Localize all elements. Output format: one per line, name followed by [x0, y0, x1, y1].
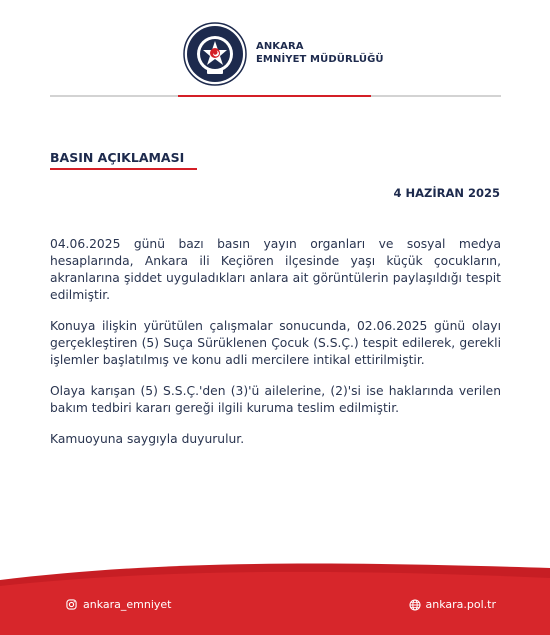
website-link[interactable]: [409, 598, 497, 611]
instagram-icon: [66, 599, 77, 610]
paragraph: Olaya karışan (5) S.S.Ç.'den (3)'ü ailelerine, (2)'si ise haklarında verilen bakım tedbiri kararı gereği ilgili kuruma teslim edilmiştir.: [50, 384, 501, 415]
header-rule-right: [371, 95, 501, 97]
header: [0, 0, 550, 96]
org-line-2: EMNİYET MÜDÜRLÜĞÜ: [256, 54, 384, 65]
paragraph: Konuya ilişkin yürütülen çalışmalar sonucunda, 02.06.2025 günü olayı gerçekleştiren (5) Suça Sürüklenen Çocuk (S.S.Ç.) tespit edilerek, gerekli işlemler başlatılmış ve konu adli mercilere intikal ettirilmiştir.: [50, 319, 501, 367]
paragraph: 04.06.2025 günü bazı basın yayın organları ve sosyal medya hesaplarında, Ankara ili Keçiören ilçesinde yaşı küçük çocukların, akranlarına şiddet uyguladıkları anlara ait görüntülerin paylaşıldığı tespit edilmiştir.: [50, 237, 501, 302]
organization-name: [256, 40, 384, 66]
instagram-link[interactable]: [66, 598, 172, 611]
header-rule-left: [50, 95, 178, 97]
paragraph: Kamuoyuna saygıyla duyurulur.: [50, 432, 245, 446]
document-title: BASIN AÇIKLAMASI: [50, 150, 185, 165]
org-line-1: ANKARA: [256, 41, 304, 52]
website-url: ankara.pol.tr: [425, 598, 496, 611]
globe-icon: [409, 599, 421, 611]
instagram-handle: ankara_emniyet: [83, 598, 172, 611]
title-underline: [50, 168, 197, 170]
police-seal-icon: [183, 22, 247, 86]
document-body: [50, 236, 501, 462]
header-rule-accent: [178, 95, 371, 97]
document-date: 4 HAZİRAN 2025: [393, 186, 500, 200]
